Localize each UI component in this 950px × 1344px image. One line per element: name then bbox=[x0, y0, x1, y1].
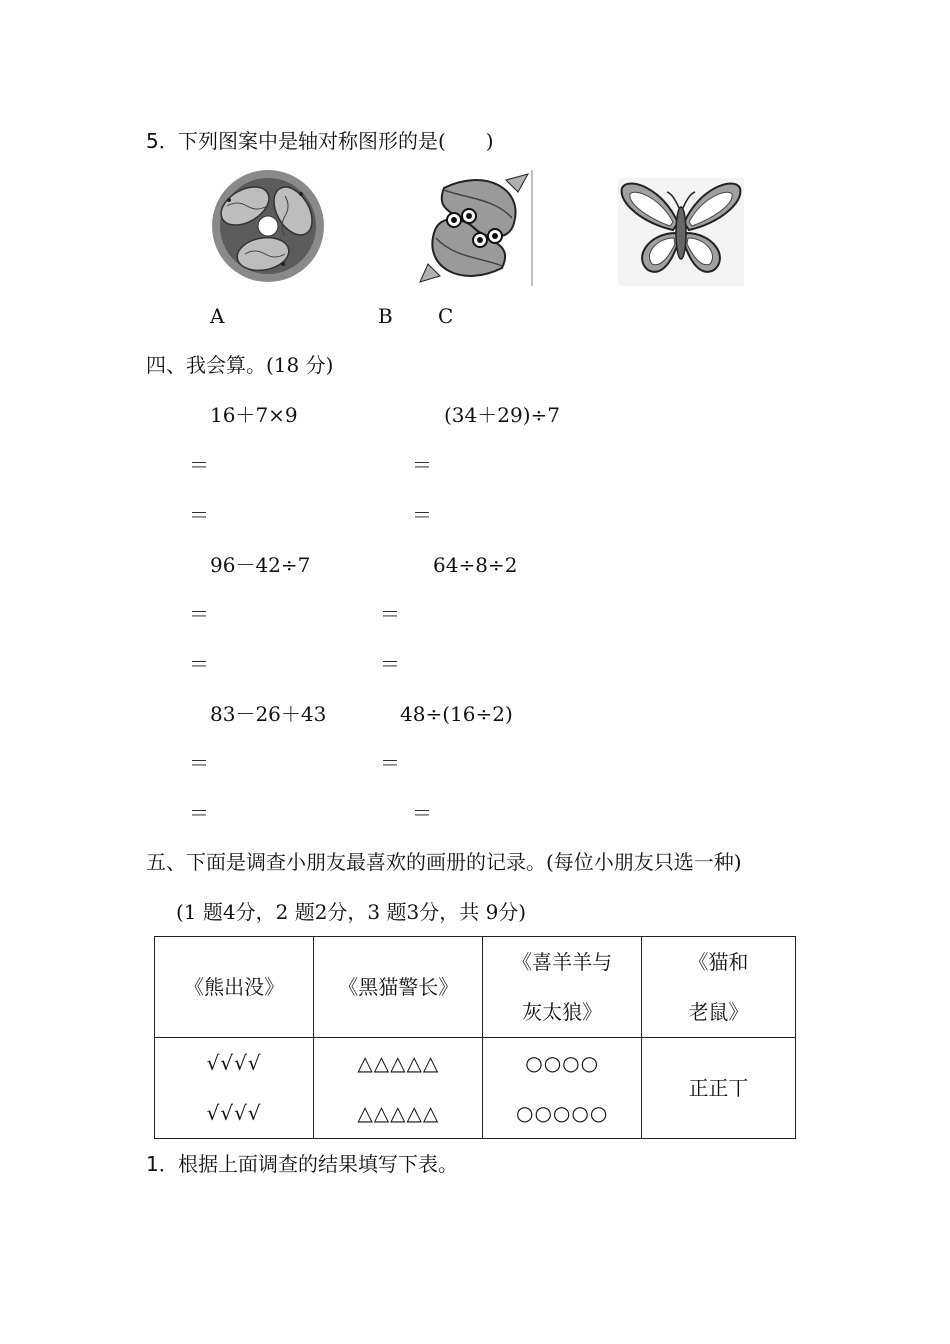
figure-c-butterfly bbox=[618, 178, 744, 286]
figure-a-fish-circle bbox=[205, 166, 331, 286]
problem-6-equals-2: ＝ bbox=[412, 801, 432, 825]
sub-question-1-text: 根据上面调查的结果填写下表。 bbox=[178, 1152, 458, 1176]
problem-5-equals-1: ＝ bbox=[189, 751, 209, 775]
problem-5-expression: 83－26＋43 bbox=[210, 702, 327, 726]
record-cell-maohelaoshu: 正正丅 bbox=[641, 1038, 795, 1139]
problem-6-expression: 48÷(16÷2) bbox=[400, 702, 513, 726]
survey-header-row bbox=[155, 937, 796, 1038]
record-cell-xiyangyang: ○○○○ ○○○○○ bbox=[483, 1038, 641, 1139]
problem-5-equals-2: ＝ bbox=[189, 801, 209, 825]
figure-b-twin-fish bbox=[414, 168, 536, 288]
problem-4-equals-1: ＝ bbox=[380, 602, 400, 626]
problem-3-equals-2: ＝ bbox=[189, 652, 209, 676]
record-cell-heimaojingzhang: △△△△△ △△△△△ bbox=[314, 1038, 483, 1139]
header-cell-xiyangyang: 《喜羊羊与 灰太狼》 bbox=[483, 937, 641, 1038]
question-5-number: 5． bbox=[146, 129, 179, 153]
problem-1-equals-2: ＝ bbox=[189, 503, 209, 527]
problem-1-equals-1: ＝ bbox=[189, 453, 209, 477]
question-5-text: 下列图案中是轴对称图形的是( ) bbox=[178, 129, 494, 153]
problem-2-equals-2: ＝ bbox=[412, 503, 432, 527]
problem-2-expression: (34＋29)÷7 bbox=[444, 403, 560, 427]
sub-question-1-number: 1． bbox=[146, 1152, 179, 1176]
problem-4-equals-2: ＝ bbox=[380, 652, 400, 676]
section-5-heading: 五、下面是调查小朋友最喜欢的画册的记录。(每位小朋友只选一种) bbox=[146, 850, 742, 874]
survey-table bbox=[154, 936, 796, 1139]
problem-1-expression: 16＋7×9 bbox=[210, 403, 298, 427]
option-label-b: B bbox=[378, 304, 393, 328]
header-cell-maohelaoshu: 《猫和 老鼠》 bbox=[641, 937, 795, 1038]
problem-3-equals-1: ＝ bbox=[189, 602, 209, 626]
section-4-heading: 四、我会算。(18 分) bbox=[146, 353, 334, 377]
option-label-c: C bbox=[438, 304, 454, 328]
record-cell-xiongchumo: √√√√ √√√√ bbox=[155, 1038, 314, 1139]
problem-6-equals-1: ＝ bbox=[380, 751, 400, 775]
survey-record-row bbox=[155, 1038, 796, 1139]
header-cell-xiongchumo: 《熊出没》 bbox=[155, 937, 314, 1038]
section-5-scoring: (1 题4分，2 题2分，3 题3分，共 9分) bbox=[176, 900, 527, 924]
header-cell-heimaojingzhang: 《黑猫警长》 bbox=[314, 937, 483, 1038]
problem-3-expression: 96－42÷7 bbox=[210, 553, 311, 577]
problem-2-equals-1: ＝ bbox=[412, 453, 432, 477]
option-label-a: A bbox=[210, 304, 225, 328]
problem-4-expression: 64÷8÷2 bbox=[433, 553, 518, 577]
